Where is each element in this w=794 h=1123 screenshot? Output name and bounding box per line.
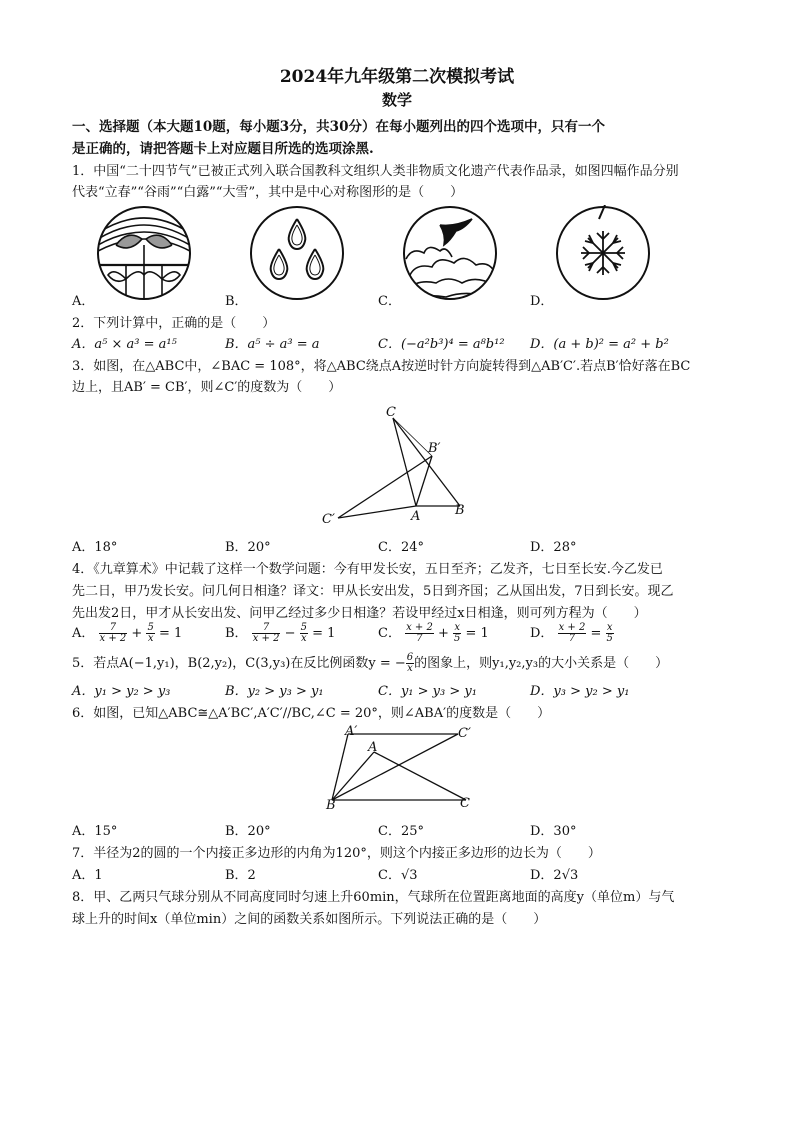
q1-figure-bailu	[402, 205, 498, 301]
q5-option-a[interactable]: A．y₁ > y₂ > y₃	[72, 684, 171, 699]
q3-label-bprime: B′	[428, 441, 441, 456]
q3-stem-line2: 边上，且AB′ = CB′，则∠C′的度数为（ ）	[72, 380, 342, 395]
q1-stem-line1: 1．中国“二十四节气”已被正式列入联合国教科文组织人类非物质文化遗产代表作品录，如图四幅作品分别	[72, 164, 679, 179]
q4-option-a[interactable]: A． $\frac{7}{x + 2}$ + $\frac{5}{x}$ = 1	[72, 622, 183, 644]
q7-option-a[interactable]: A．1	[72, 868, 103, 883]
q7-option-c[interactable]: C．√3	[378, 868, 418, 883]
q3-option-a[interactable]: A．18°	[72, 540, 118, 555]
q6-option-b[interactable]: B．20°	[225, 824, 271, 839]
q6-label-cprime: C′	[458, 726, 471, 741]
section-heading-line1: 一、选择题（本大题10题，每小题3分，共30分）在每小题列出的四个选项中，只有一个	[72, 119, 605, 135]
q2-option-a[interactable]: A．a⁵ × a³ = a¹⁵	[72, 337, 177, 352]
q6-option-c[interactable]: C．25°	[378, 824, 424, 839]
q6-stem: 6．如图，已知△ABC≅△A′BC′,A′C′//BC,∠C = 20°，则∠ABA′的度数是（ ）	[72, 706, 551, 721]
q6-label-a: A	[368, 740, 378, 755]
q3-option-c[interactable]: C．24°	[378, 540, 424, 555]
q8-stem-line2: 球上升的时间x（单位min）之间的函数关系如图所示。下列说法正确的是（ ）	[72, 912, 547, 927]
q8-stem-line1: 8．甲、乙两只气球分别从不同高度同时匀速上升60min，气球所在位置距离地面的高度y（单位m）与气	[72, 890, 675, 905]
q5-stem: 5．若点A(−1,y₁)，B(2,y₂)，C(3,y₃)在反比例函数y = − $\frac{6}{x}$ 的图象上，则y₁,y₂,y₃的大小关系是（ ）	[72, 652, 669, 674]
q1-option-a[interactable]: A．	[72, 294, 95, 309]
q1-option-c[interactable]: C．	[378, 294, 401, 309]
q5-option-c[interactable]: C．y₁ > y₃ > y₁	[378, 684, 477, 699]
q5-option-b[interactable]: B．y₂ > y₃ > y₁	[225, 684, 324, 699]
q1-figure-lichun	[96, 205, 192, 301]
q1-figure-guyu	[249, 205, 345, 301]
q3-label-cprime: C′	[322, 512, 335, 527]
q2-option-b[interactable]: B．a⁵ ÷ a³ = a	[225, 337, 320, 352]
q6-label-aprime: A′	[345, 724, 358, 739]
q2-option-d[interactable]: D．(a + b)² = a² + b²	[530, 337, 669, 352]
q2-stem: 2．下列计算中，正确的是（ ）	[72, 316, 276, 331]
q4-stem-line3: 先出发2日，甲才从长安出发、问甲乙经过多少日相逢？若设甲经过x日相逢，则可列方程为（ ）	[72, 606, 647, 621]
q4-option-d[interactable]: D． $\frac{x + 2}{7}$ = $\frac{x}{5}$	[530, 622, 613, 644]
q6-option-d[interactable]: D．30°	[530, 824, 577, 839]
q1-figure-daxue	[555, 205, 651, 301]
q7-option-d[interactable]: D．2√3	[530, 868, 579, 883]
q6-label-b: B	[326, 798, 336, 813]
q7-stem: 7．半径为2的圆的一个内接正多边形的内角为120°，则这个内接正多边形的边长为（ ）	[72, 846, 601, 861]
q1-option-d[interactable]: D．	[530, 294, 554, 309]
q2-option-c[interactable]: C．(−a²b³)⁴ = a⁸b¹²	[378, 337, 505, 352]
page-title: 2024年九年级第二次模拟考试	[279, 67, 515, 87]
q3-label-b: B	[455, 503, 465, 518]
q5-option-d[interactable]: D．y₃ > y₂ > y₁	[530, 684, 630, 699]
q3-option-b[interactable]: B．20°	[225, 540, 271, 555]
subject-title: 数学	[381, 91, 412, 109]
q1-option-b[interactable]: B．	[225, 294, 248, 309]
section-heading-line2: 是正确的，请把答题卡上对应题目所选的选项涂黑.	[72, 141, 374, 157]
q4-option-c[interactable]: C． $\frac{x + 2}{7}$ + $\frac{x}{5}$ = 1	[378, 622, 489, 644]
q3-label-c: C	[386, 405, 396, 420]
q4-stem-line1: 4．《九章算术》中记载了这样一个数学问题：今有甲发长安，五日至齐；乙发齐，七日至长安.今乙发已	[72, 562, 663, 577]
q3-option-d[interactable]: D．28°	[530, 540, 577, 555]
q6-option-a[interactable]: A．15°	[72, 824, 118, 839]
q6-label-c: C	[460, 796, 470, 811]
q7-option-b[interactable]: B．2	[225, 868, 256, 883]
q4-option-b[interactable]: B． $\frac{7}{x + 2}$ − $\frac{5}{x}$ = 1	[225, 622, 336, 644]
q4-stem-line2: 先二日，甲乃发长安。问几何日相逢？译文：甲从长安出发，5日到齐国；乙从国出发，7日到长安。现乙	[72, 584, 674, 599]
q3-stem-line1: 3．如图，在△ABC中，∠BAC = 108°，将△ABC绕点A按逆时针方向旋转得到△AB′C′.若点B′恰好落在BC	[72, 359, 691, 374]
q1-stem-line2: 代表“立春”“谷雨”“白露”“大雪”，其中是中心对称图形的是（ ）	[72, 185, 464, 200]
q3-label-a: A	[411, 509, 421, 524]
